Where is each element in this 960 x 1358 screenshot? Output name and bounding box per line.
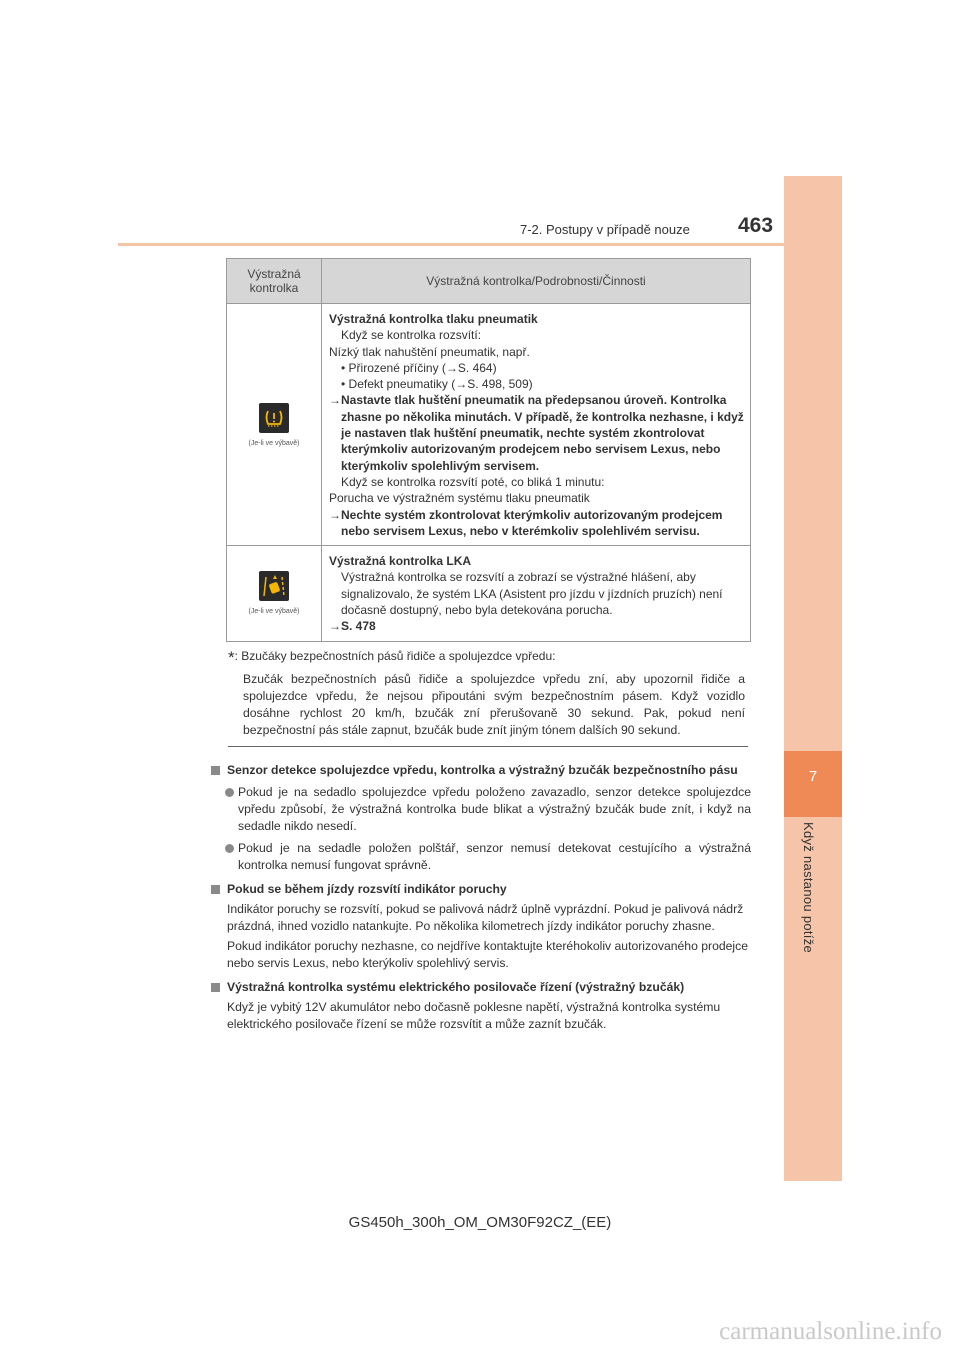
warning-light-table (226, 258, 751, 642)
table-header-row (227, 259, 751, 304)
round-bullet-icon (225, 788, 234, 797)
detail-text: Porucha ve výstražném systému tlaku pneumatik (329, 491, 590, 506)
action-line (329, 507, 746, 540)
footnote-marker: * (228, 648, 235, 667)
footnote-title (228, 648, 555, 668)
detail-bullet: • Defekt pneumatiky (→S. 498, 509) (341, 377, 533, 392)
notes-section (211, 758, 751, 1033)
arrow-icon: → (329, 393, 341, 408)
document-footer: GS450h_300h_OM_OM30F92CZ_(EE) (348, 1214, 612, 1231)
square-bullet-icon (211, 766, 220, 775)
tire-pressure-warning-icon (259, 403, 289, 433)
detail-text: Když se kontrolka rozsvítí: (341, 328, 482, 343)
chapter-title: Když nastanou potíže (801, 822, 816, 954)
icon-note: (Je-li ve výbavě) (248, 608, 300, 616)
footnote-body: Bzučák bezpečnostních pásů řidiče a spolujezdce vpředu zní, aby upozornil řidiče a spolujezdce vpředu, že nejsou připoutáni svým bezpečnostním pásem. Když vozidlo dosáhne rychlost 20 km/h, bzučák zní přerušovaně 30 sekund. Pak, pokud není bezpečnostní pás stále zapnut, bzučák bude znít jiným tónem dalších 90 sekund. (243, 672, 745, 737)
arrow-icon: → (329, 507, 341, 522)
table-row (227, 304, 751, 546)
note-heading (211, 762, 751, 779)
detail-text: Výstražná kontrolka se rozsvítí a zobrazí se výstražné hlášení, aby signalizovalo, že systém LKA (Asistent pro jízdu v jízdních pruzích) není dočasně dostupný, nebo byla detekována porucha. (341, 570, 723, 618)
detail-bullet: • Přirozené příčiny (→S. 464) (341, 360, 497, 375)
detail-text: Když se kontrolka rozsvítí poté, co bliká 1 minutu: (341, 474, 605, 489)
detail-text: Nízký tlak nahuštění pneumatik, např. (329, 344, 530, 359)
action-text: Nastavte tlak huštění pneumatik na předepsanou úroveň. Kontrolka zhasne po několika minutách. V případě, že kontrolka nezhasne, i když je nastaven tlak huštění pneumatik, nechte systém zkontrolovat kterýmkoliv autorizovaným prodejcem nebo servisem Lexus, nebo kterýmkoliv spolehlivým servisem. (341, 393, 744, 473)
icon-note: (Je-li ve výbavě) (248, 439, 300, 447)
note-heading-text: Pokud se během jízdy rozsvítí indikátor poruchy (227, 882, 507, 896)
action-text: S. 478 (341, 619, 376, 634)
note-paragraph: Když je vybitý 12V akumulátor nebo dočasně poklesne napětí, výstražná kontrolka systému elektrického posilovače řízení se může rozsvítit a může zaznít bzučák. (227, 1000, 721, 1031)
note-heading-text: Výstražná kontrolka systému elektrického posilovače řízení (výstražný bzučák) (227, 980, 685, 994)
list-item (211, 784, 751, 835)
arrow-icon: → (329, 619, 341, 634)
action-line (329, 392, 746, 473)
details-cell (322, 546, 751, 641)
list-item-text: Pokud je na sedadlo spolujezdce vpředu položeno zavazadlo, senzor detekce spolujezdce vpředu způsobí, že výstražná kontrolka bude blikat a výstražný bzučák bude znít, i když na sedadle nikdo nesedí. (238, 785, 751, 833)
chapter-number: 7 (808, 768, 818, 785)
action-line (329, 618, 746, 634)
round-bullet-icon (225, 844, 234, 853)
page-number: 463 (738, 214, 774, 237)
note-heading (211, 979, 751, 996)
list-item (211, 840, 751, 874)
col-header-details: Výstražná kontrolka/Podrobnosti/Činnosti (322, 259, 751, 304)
list-item-text: Pokud je na sedadle položen polštář, senzor nemusí detekovat cestujícího a výstražná kontrolka nemusí fungovat správně. (238, 841, 751, 872)
lka-warning-icon (259, 571, 289, 601)
note-paragraph: Pokud indikátor poruchy nezhasne, co nejdříve kontaktujte kteréhokoliv autorizovaného prodejce nebo servis Lexus, nebo kterýkoliv spolehlivý servis. (227, 939, 748, 970)
row-title: Výstražná kontrolka tlaku pneumatik (329, 312, 538, 326)
square-bullet-icon (211, 983, 220, 992)
icon-cell (227, 304, 322, 546)
divider (228, 746, 748, 747)
note-heading (211, 881, 751, 898)
footnote-title-text: : Bzučáky bezpečnostních pásů řidiče a spolujezdce vpředu: (234, 649, 556, 663)
icon-cell (227, 546, 322, 641)
row-title: Výstražná kontrolka LKA (329, 554, 472, 569)
note-paragraph: Indikátor poruchy se rozsvítí, pokud se palivová nádrž úplně vyprázdní. Pokud je palivová nádrž prázdná, ihned vozidlo natankujte. Po několika kilometrech jízdy indikátor poruchy zhasne. (227, 902, 744, 933)
note-heading-text: Senzor detekce spolujezdce vpředu, kontrolka a výstražný bzučák bezpečnostního pásu (227, 763, 738, 777)
watermark: carmanualsonline.info (719, 1318, 942, 1345)
chapter-side-tab (784, 176, 842, 1181)
header-rule (118, 243, 784, 246)
details-cell (322, 304, 751, 546)
action-text: Nechte systém zkontrolovat kterýmkoliv autorizovaným prodejcem nebo servisem Lexus, nebo v kterémkoliv spolehlivém servisu. (341, 507, 723, 538)
col-header-light: Výstražná kontrolka (227, 259, 322, 304)
table-row (227, 546, 751, 641)
square-bullet-icon (211, 885, 220, 894)
section-title: 7-2. Postupy v případě nouze (520, 222, 690, 237)
